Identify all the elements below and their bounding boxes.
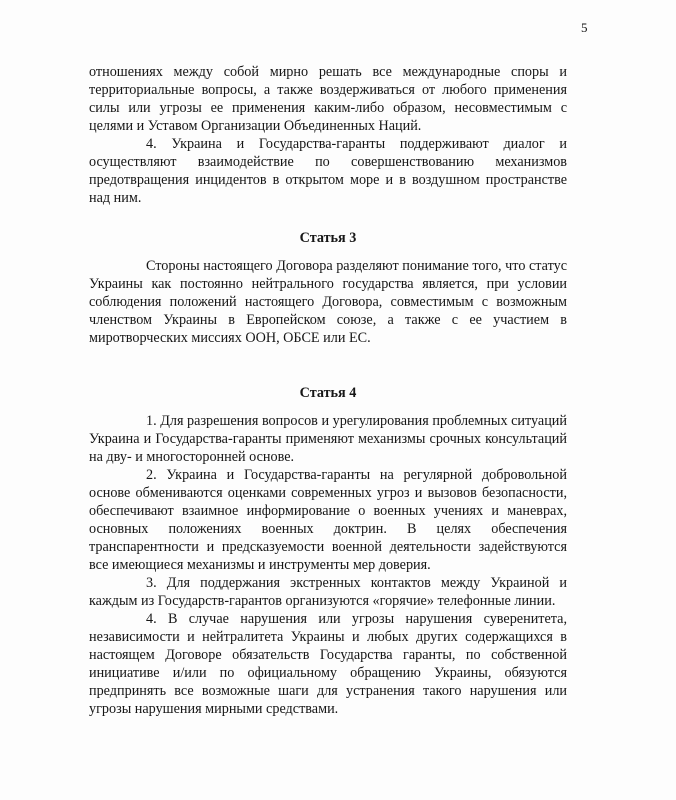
article-3-heading: Статья 3	[299, 230, 357, 246]
page-number: 5	[581, 20, 588, 35]
paragraph-article4-item3: 3. Для поддержания экстренных контактов между Украиной и каждым из Государств-гарантов организуются «горячие» телефонные линии.	[89, 575, 567, 609]
paragraph-article2-item4: 4. Украина и Государства-гаранты поддерживают диалог и осуществляют взаимодействие по совершенствованию механизмов предотвращения инцидентов в открытом море и в воздушном пространстве над ним.	[89, 136, 567, 206]
document-body	[89, 63, 567, 718]
article-4-heading: Статья 4	[299, 385, 357, 401]
paragraph-article4-item1: 1. Для разрешения вопросов и урегулирования проблемных ситуаций Украина и Государства-гаранты применяют механизмы срочных консультаций на дву- и многосторонней основе.	[89, 413, 567, 465]
paragraph-article3: Стороны настоящего Договора разделяют понимание того, что статус Украины как постоянно нейтрального государства является, при условии соблюдения положений настоящего Договора, совместимым с возможным членством Украины в Европейском союзе, а также с ее участием в миротворческих миссиях ООН, ОБСЕ или ЕС.	[89, 258, 567, 346]
paragraph-continuation: отношениях между собой мирно решать все международные споры и территориальные вопросы, а также воздерживаться от любого применения силы или угрозы ее применения каким-либо образом, несовместимым с целями и Уставом Организации Объединенных Наций.	[89, 64, 567, 134]
paragraph-article4-item4: 4. В случае нарушения или угрозы нарушения суверенитета, независимости и нейтралитета Украины и любых других содержащихся в настоящем Договоре обязательств Государства гаранты, по собственной инициативе и/или по официальному обращению Украины, обязуются предпринять все возможные шаги для устранения такого нарушения или угрозы нарушения мирными средствами.	[89, 611, 567, 717]
paragraph-article4-item2: 2. Украина и Государства-гаранты на регулярной добровольной основе обмениваются оценками современных угроз и вызовов безопасности, обеспечивают взаимное информирование о военных учениях и маневрах, основных положениях военных доктрин. В целях обеспечения транспарентности и предсказуемости военной деятельности задействуются все имеющиеся механизмы и инструменты мер доверия.	[89, 467, 567, 573]
